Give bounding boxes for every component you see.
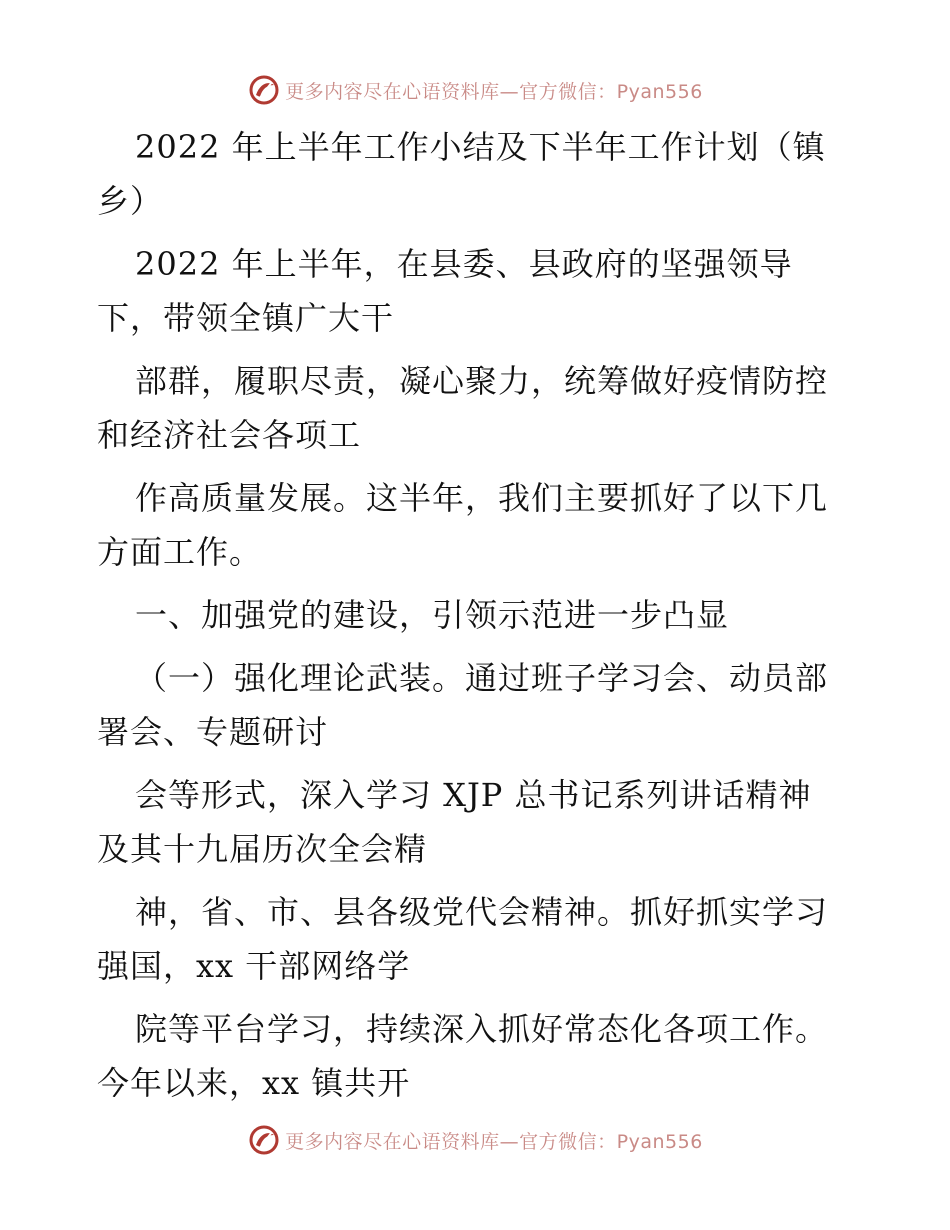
red-swirl-logo-icon [247,73,281,107]
text-line: 下，带领全镇广大干 [97,299,395,337]
header-watermark-banner [0,70,950,110]
text-line: 院等平台学习，持续深入抓好常态化各项工作。 [135,1010,829,1048]
text-line: 今年以来，xx 镇共开 [97,1064,411,1102]
text-line: 神，省、市、县各级党代会精神。抓好抓实学习 [135,893,829,931]
watermark-text: 更多内容尽在心语资料库—官方微信：Pyan556 [285,1130,703,1153]
text-line: 和经济社会各项工 [97,416,362,454]
text-line: 方面工作。 [97,533,263,571]
footer-watermark-banner [0,1120,950,1160]
text-line: 2022 年上半年，在县委、县政府的坚强领导 [135,245,793,283]
text-line: 作高质量发展。这半年，我们主要抓好了以下几 [135,479,829,517]
text-line: 及其十九届历次全会精 [97,830,428,868]
red-swirl-logo-icon [247,1123,281,1157]
watermark-text: 更多内容尽在心语资料库—官方微信：Pyan556 [285,80,703,103]
text-line: 乡） [97,182,164,220]
text-line: 署会、专题研讨 [97,713,329,751]
text-line: 2022 年上半年工作小结及下半年工作计划（镇 [135,128,826,166]
section-heading: 一、加强党的建设，引领示范进一步凸显 [135,596,730,634]
text-line: 部群，履职尽责，凝心聚力，统筹做好疫情防控 [135,362,829,400]
text-line: （一）强化理论武装。通过班子学习会、动员部 [135,659,829,697]
text-line: 强国，xx 干部网络学 [97,947,411,985]
text-line: 会等形式，深入学习 XJP 总书记系列讲话精神 [135,776,812,814]
document-body [97,120,857,1110]
